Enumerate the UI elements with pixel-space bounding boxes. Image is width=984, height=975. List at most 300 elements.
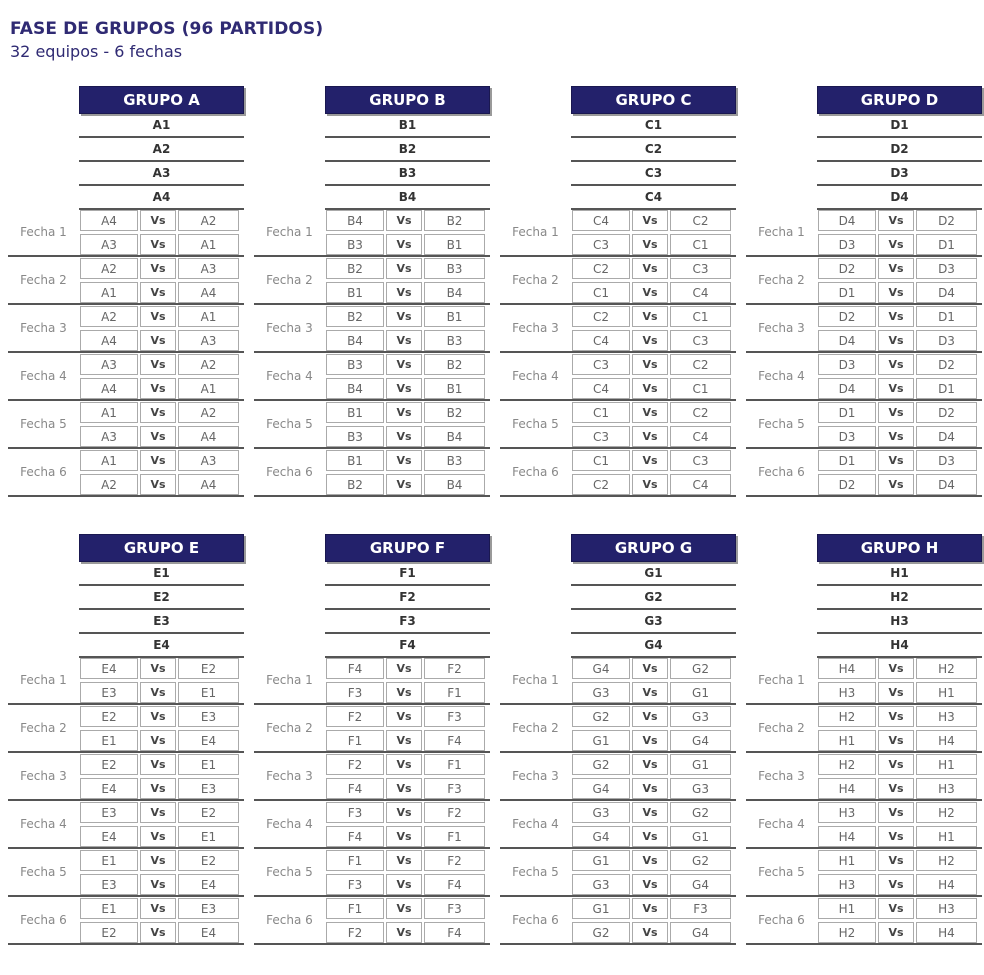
away-team: D3 [916, 258, 977, 279]
vs-label: Vs [632, 658, 668, 679]
match-row [571, 681, 736, 704]
vs-label: Vs [878, 474, 914, 495]
match-row [817, 657, 982, 680]
fecha-matches [817, 801, 982, 849]
team-row: B4 [325, 186, 490, 210]
away-team: E2 [178, 658, 239, 679]
fecha-matches [571, 257, 736, 305]
home-team: H1 [818, 730, 876, 751]
match-row [79, 681, 244, 704]
team-row: G2 [571, 586, 736, 610]
vs-label: Vs [878, 210, 914, 231]
home-team: G2 [572, 754, 630, 775]
away-team: H4 [916, 874, 977, 895]
away-team: A2 [178, 354, 239, 375]
away-team: D4 [916, 474, 977, 495]
match-row [325, 329, 490, 352]
team-row: D3 [817, 162, 982, 186]
away-team: G2 [670, 850, 731, 871]
home-team: C4 [572, 330, 630, 351]
match-row [325, 281, 490, 304]
away-team: E4 [178, 730, 239, 751]
vs-label: Vs [140, 258, 176, 279]
home-team: A1 [80, 450, 138, 471]
team-row: A3 [79, 162, 244, 186]
fecha-matches [79, 305, 244, 353]
vs-label: Vs [878, 874, 914, 895]
vs-label: Vs [878, 754, 914, 775]
fecha-matches [817, 849, 982, 897]
match-row [817, 425, 982, 448]
group-c [500, 86, 736, 506]
team-row: H3 [817, 610, 982, 634]
team-row: A1 [79, 114, 244, 138]
match-row [571, 473, 736, 496]
fecha-label: Fecha 4 [254, 353, 325, 401]
match-row [79, 897, 244, 920]
team-row: C4 [571, 186, 736, 210]
away-team: F3 [424, 706, 485, 727]
match-row [817, 257, 982, 280]
away-team: F2 [424, 658, 485, 679]
fecha-label: Fecha 4 [8, 801, 79, 849]
home-team: F4 [326, 658, 384, 679]
match-row [817, 305, 982, 328]
away-team: E4 [178, 922, 239, 943]
fecha-matches [79, 705, 244, 753]
home-team: F2 [326, 706, 384, 727]
vs-label: Vs [140, 922, 176, 943]
home-team: D1 [818, 450, 876, 471]
vs-label: Vs [878, 706, 914, 727]
match-row [325, 681, 490, 704]
home-team: F3 [326, 682, 384, 703]
home-team: G3 [572, 874, 630, 895]
vs-label: Vs [386, 306, 422, 327]
vs-label: Vs [386, 210, 422, 231]
match-row [817, 233, 982, 256]
home-team: A2 [80, 306, 138, 327]
match-row [817, 921, 982, 944]
vs-label: Vs [632, 426, 668, 447]
home-team: B4 [326, 330, 384, 351]
match-row [79, 825, 244, 848]
away-team: G1 [670, 826, 731, 847]
away-team: F4 [424, 730, 485, 751]
vs-label: Vs [878, 330, 914, 351]
vs-label: Vs [632, 898, 668, 919]
fecha-label: Fecha 2 [8, 705, 79, 753]
home-team: D4 [818, 330, 876, 351]
fecha-label: Fecha 4 [746, 801, 817, 849]
fecha-matches [817, 753, 982, 801]
fecha-label: Fecha 2 [500, 257, 571, 305]
vs-label: Vs [140, 778, 176, 799]
match-row [79, 753, 244, 776]
team-row: H4 [817, 634, 982, 658]
match-row [817, 777, 982, 800]
home-team: G1 [572, 898, 630, 919]
away-team: A4 [178, 426, 239, 447]
vs-label: Vs [632, 258, 668, 279]
home-team: C4 [572, 378, 630, 399]
away-team: F1 [424, 682, 485, 703]
away-team: H1 [916, 682, 977, 703]
away-team: C3 [670, 258, 731, 279]
match-row [79, 873, 244, 896]
match-row [817, 801, 982, 824]
vs-label: Vs [632, 778, 668, 799]
match-row [571, 281, 736, 304]
away-team: E3 [178, 706, 239, 727]
home-team: H3 [818, 682, 876, 703]
vs-label: Vs [140, 234, 176, 255]
match-row [571, 329, 736, 352]
fecha-label: Fecha 5 [254, 849, 325, 897]
match-row [325, 849, 490, 872]
match-row [571, 377, 736, 400]
away-team: D4 [916, 426, 977, 447]
home-team: E4 [80, 826, 138, 847]
team-row: F1 [325, 562, 490, 586]
fecha-matches [325, 753, 490, 801]
match-row [817, 353, 982, 376]
match-row [571, 401, 736, 424]
away-team: D3 [916, 330, 977, 351]
group-h [746, 534, 982, 954]
fecha-label: Fecha 5 [746, 401, 817, 449]
vs-label: Vs [632, 850, 668, 871]
vs-label: Vs [386, 778, 422, 799]
vs-label: Vs [632, 874, 668, 895]
home-team: E3 [80, 802, 138, 823]
fecha-matches [325, 801, 490, 849]
vs-label: Vs [386, 426, 422, 447]
home-team: A4 [80, 210, 138, 231]
match-row [571, 209, 736, 232]
fecha-label: Fecha 3 [8, 753, 79, 801]
match-row [79, 449, 244, 472]
home-team: H4 [818, 826, 876, 847]
home-team: B3 [326, 354, 384, 375]
match-row [571, 729, 736, 752]
vs-label: Vs [632, 330, 668, 351]
home-team: F1 [326, 850, 384, 871]
fecha-label: Fecha 5 [500, 401, 571, 449]
team-row: D1 [817, 114, 982, 138]
group-header: GRUPO A [79, 86, 244, 114]
home-team: B2 [326, 474, 384, 495]
away-team: B1 [424, 306, 485, 327]
fecha-matches [79, 897, 244, 945]
team-row: D4 [817, 186, 982, 210]
vs-label: Vs [632, 378, 668, 399]
fecha-label: Fecha 6 [500, 897, 571, 945]
fecha-matches [571, 897, 736, 945]
vs-label: Vs [386, 682, 422, 703]
match-row [325, 897, 490, 920]
team-row: A4 [79, 186, 244, 210]
home-team: B1 [326, 282, 384, 303]
match-row [79, 849, 244, 872]
group-d [746, 86, 982, 506]
team-row: G3 [571, 610, 736, 634]
fecha-matches [325, 705, 490, 753]
match-row [325, 353, 490, 376]
fecha-matches [571, 209, 736, 257]
home-team: A4 [80, 378, 138, 399]
home-team: G1 [572, 730, 630, 751]
group-header: GRUPO C [571, 86, 736, 114]
match-row [325, 777, 490, 800]
away-team: G3 [670, 706, 731, 727]
match-row [571, 897, 736, 920]
fecha-label: Fecha 1 [254, 657, 325, 705]
vs-label: Vs [386, 402, 422, 423]
away-team: D3 [916, 450, 977, 471]
match-row [325, 473, 490, 496]
vs-label: Vs [632, 682, 668, 703]
fecha-matches [325, 449, 490, 497]
vs-label: Vs [632, 210, 668, 231]
home-team: A3 [80, 426, 138, 447]
match-row [325, 729, 490, 752]
vs-label: Vs [632, 730, 668, 751]
team-row: G1 [571, 562, 736, 586]
vs-label: Vs [140, 426, 176, 447]
home-team: C1 [572, 450, 630, 471]
fecha-label: Fecha 5 [746, 849, 817, 897]
away-team: B1 [424, 234, 485, 255]
away-team: C1 [670, 234, 731, 255]
fecha-label: Fecha 3 [254, 753, 325, 801]
away-team: B2 [424, 210, 485, 231]
away-team: D1 [916, 234, 977, 255]
fecha-label: Fecha 4 [8, 353, 79, 401]
away-team: E1 [178, 682, 239, 703]
fecha-label: Fecha 6 [8, 449, 79, 497]
vs-label: Vs [140, 282, 176, 303]
away-team: E3 [178, 778, 239, 799]
home-team: A2 [80, 258, 138, 279]
team-row: C1 [571, 114, 736, 138]
home-team: C2 [572, 258, 630, 279]
away-team: C1 [670, 306, 731, 327]
match-row [571, 777, 736, 800]
away-team: G2 [670, 802, 731, 823]
home-team: E1 [80, 898, 138, 919]
fecha-matches [325, 257, 490, 305]
away-team: E4 [178, 874, 239, 895]
team-row: H2 [817, 586, 982, 610]
home-team: B2 [326, 258, 384, 279]
fecha-matches [571, 849, 736, 897]
vs-label: Vs [140, 754, 176, 775]
fecha-label: Fecha 5 [500, 849, 571, 897]
vs-label: Vs [878, 234, 914, 255]
vs-label: Vs [878, 378, 914, 399]
fecha-label: Fecha 6 [500, 449, 571, 497]
match-row [325, 705, 490, 728]
team-row: A2 [79, 138, 244, 162]
home-team: F4 [326, 778, 384, 799]
away-team: C2 [670, 354, 731, 375]
away-team: D1 [916, 378, 977, 399]
vs-label: Vs [878, 306, 914, 327]
fecha-matches [817, 897, 982, 945]
match-row [325, 377, 490, 400]
fecha-matches [817, 305, 982, 353]
group-header: GRUPO B [325, 86, 490, 114]
vs-label: Vs [140, 682, 176, 703]
home-team: D1 [818, 402, 876, 423]
vs-label: Vs [632, 754, 668, 775]
home-team: A3 [80, 354, 138, 375]
fecha-matches [79, 401, 244, 449]
away-team: F3 [670, 898, 731, 919]
match-row [817, 753, 982, 776]
home-team: D2 [818, 258, 876, 279]
home-team: F4 [326, 826, 384, 847]
match-row [817, 729, 982, 752]
fecha-label: Fecha 2 [254, 257, 325, 305]
home-team: H3 [818, 874, 876, 895]
match-row [817, 329, 982, 352]
match-row [571, 801, 736, 824]
vs-label: Vs [386, 898, 422, 919]
team-row: E1 [79, 562, 244, 586]
match-row [571, 353, 736, 376]
vs-label: Vs [140, 306, 176, 327]
away-team: A4 [178, 282, 239, 303]
away-team: A3 [178, 450, 239, 471]
fecha-matches [79, 449, 244, 497]
fecha-label: Fecha 2 [746, 257, 817, 305]
home-team: C3 [572, 234, 630, 255]
vs-label: Vs [386, 658, 422, 679]
away-team: H3 [916, 706, 977, 727]
team-row: C3 [571, 162, 736, 186]
away-team: E2 [178, 802, 239, 823]
home-team: B4 [326, 210, 384, 231]
vs-label: Vs [632, 354, 668, 375]
fecha-label: Fecha 6 [746, 449, 817, 497]
fecha-matches [79, 801, 244, 849]
fecha-label: Fecha 3 [500, 753, 571, 801]
match-row [571, 257, 736, 280]
fecha-matches [571, 705, 736, 753]
vs-label: Vs [140, 402, 176, 423]
away-team: H2 [916, 850, 977, 871]
match-row [325, 801, 490, 824]
team-row: E3 [79, 610, 244, 634]
home-team: B3 [326, 234, 384, 255]
away-team: G4 [670, 874, 731, 895]
fecha-label: Fecha 1 [254, 209, 325, 257]
away-team: G1 [670, 682, 731, 703]
match-row [79, 705, 244, 728]
team-row: B2 [325, 138, 490, 162]
fecha-label: Fecha 3 [746, 753, 817, 801]
away-team: E3 [178, 898, 239, 919]
fecha-matches [79, 353, 244, 401]
group-header: GRUPO D [817, 86, 982, 114]
away-team: C4 [670, 282, 731, 303]
match-row [817, 897, 982, 920]
away-team: C3 [670, 330, 731, 351]
vs-label: Vs [140, 802, 176, 823]
away-team: G4 [670, 922, 731, 943]
home-team: H4 [818, 778, 876, 799]
home-team: D3 [818, 354, 876, 375]
fecha-matches [817, 209, 982, 257]
match-row [571, 753, 736, 776]
group-header: GRUPO G [571, 534, 736, 562]
team-row: F2 [325, 586, 490, 610]
match-row [79, 801, 244, 824]
match-row [817, 825, 982, 848]
fecha-matches [325, 657, 490, 705]
match-row [325, 209, 490, 232]
away-team: H4 [916, 922, 977, 943]
home-team: E4 [80, 778, 138, 799]
away-team: H1 [916, 754, 977, 775]
vs-label: Vs [386, 850, 422, 871]
fecha-label: Fecha 5 [8, 401, 79, 449]
away-team: F3 [424, 778, 485, 799]
away-team: F1 [424, 754, 485, 775]
away-team: H3 [916, 778, 977, 799]
away-team: H4 [916, 730, 977, 751]
match-row [325, 305, 490, 328]
match-row [817, 873, 982, 896]
vs-label: Vs [140, 354, 176, 375]
vs-label: Vs [386, 730, 422, 751]
fecha-label: Fecha 1 [746, 209, 817, 257]
fecha-matches [79, 209, 244, 257]
away-team: E1 [178, 826, 239, 847]
match-row [79, 281, 244, 304]
fecha-matches [79, 849, 244, 897]
vs-label: Vs [878, 282, 914, 303]
away-team: F4 [424, 922, 485, 943]
team-row: D2 [817, 138, 982, 162]
vs-label: Vs [140, 898, 176, 919]
home-team: B4 [326, 378, 384, 399]
away-team: C2 [670, 402, 731, 423]
away-team: B4 [424, 474, 485, 495]
match-row [817, 681, 982, 704]
vs-label: Vs [878, 258, 914, 279]
vs-label: Vs [386, 450, 422, 471]
vs-label: Vs [140, 658, 176, 679]
match-row [79, 233, 244, 256]
vs-label: Vs [878, 898, 914, 919]
team-row: H1 [817, 562, 982, 586]
group-header: GRUPO H [817, 534, 982, 562]
fecha-matches [817, 257, 982, 305]
match-row [79, 425, 244, 448]
fecha-label: Fecha 6 [254, 897, 325, 945]
vs-label: Vs [386, 234, 422, 255]
match-row [571, 305, 736, 328]
match-row [325, 753, 490, 776]
away-team: F1 [424, 826, 485, 847]
fecha-matches [571, 305, 736, 353]
vs-label: Vs [386, 354, 422, 375]
fecha-label: Fecha 4 [500, 353, 571, 401]
match-row [817, 401, 982, 424]
